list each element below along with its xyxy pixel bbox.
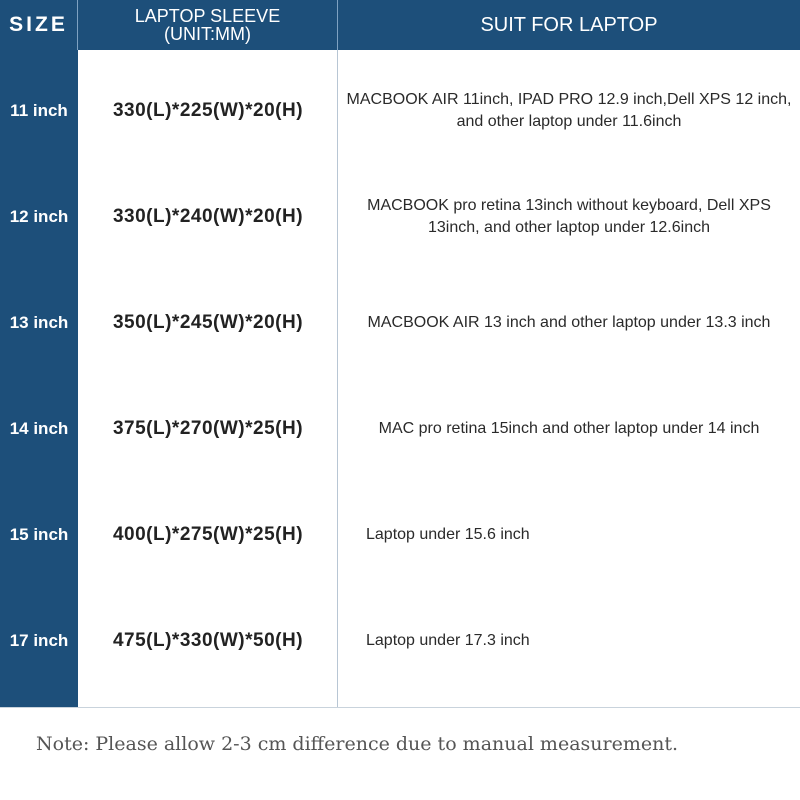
row-dimensions: 375(L)*270(W)*25(H)	[112, 418, 304, 439]
row-dimensions: 350(L)*245(W)*20(H)	[112, 312, 304, 333]
row-size: 11 inch	[10, 101, 68, 120]
row-suit: MAC pro retina 15inch and other laptop under 14 inch	[378, 420, 760, 437]
table-row	[0, 588, 800, 694]
row-suit: Laptop under 15.6 inch	[366, 526, 530, 543]
row-dimensions: 330(L)*225(W)*20(H)	[112, 100, 304, 121]
row-dimensions: 475(L)*330(W)*50(H)	[112, 630, 304, 651]
table-header	[0, 0, 800, 50]
table-row	[0, 270, 800, 376]
row-dimensions: 400(L)*275(W)*25(H)	[112, 524, 304, 545]
row-suit: MACBOOK AIR 11inch, IPAD PRO 12.9 inch,Dell XPS 12 inch, and other laptop under 11.6inch	[346, 91, 792, 130]
header-sleeve-unit: (UNIT:MM)	[164, 24, 251, 44]
row-size: 12 inch	[9, 207, 69, 226]
table-row	[0, 58, 800, 164]
header-laptop-sleeve	[78, 0, 338, 50]
table-row	[0, 482, 800, 588]
row-dimensions: 330(L)*240(W)*20(H)	[112, 206, 304, 227]
header-suit-for-laptop: SUIT FOR LAPTOP	[480, 13, 658, 36]
row-suit: MACBOOK pro retina 13inch without keyboard, Dell XPS 13inch, and other laptop under 12.6inch	[367, 197, 771, 236]
header-size: SIZE	[0, 0, 78, 50]
table-row	[0, 164, 800, 270]
table-row	[0, 376, 800, 482]
row-size: 17 inch	[9, 631, 69, 650]
row-size: 13 inch	[9, 313, 69, 332]
table-bottom-border	[0, 707, 800, 708]
header-sleeve-title: LAPTOP SLEEVE	[134, 6, 281, 26]
row-suit: Laptop under 17.3 inch	[366, 632, 530, 649]
row-suit: MACBOOK AIR 13 inch and other laptop under 13.3 inch	[367, 314, 771, 331]
measurement-note: Note: Please allow 2-3 cm difference due to manual measurement.	[36, 733, 679, 755]
row-size: 15 inch	[9, 525, 69, 544]
row-size: 14 inch	[9, 419, 69, 438]
